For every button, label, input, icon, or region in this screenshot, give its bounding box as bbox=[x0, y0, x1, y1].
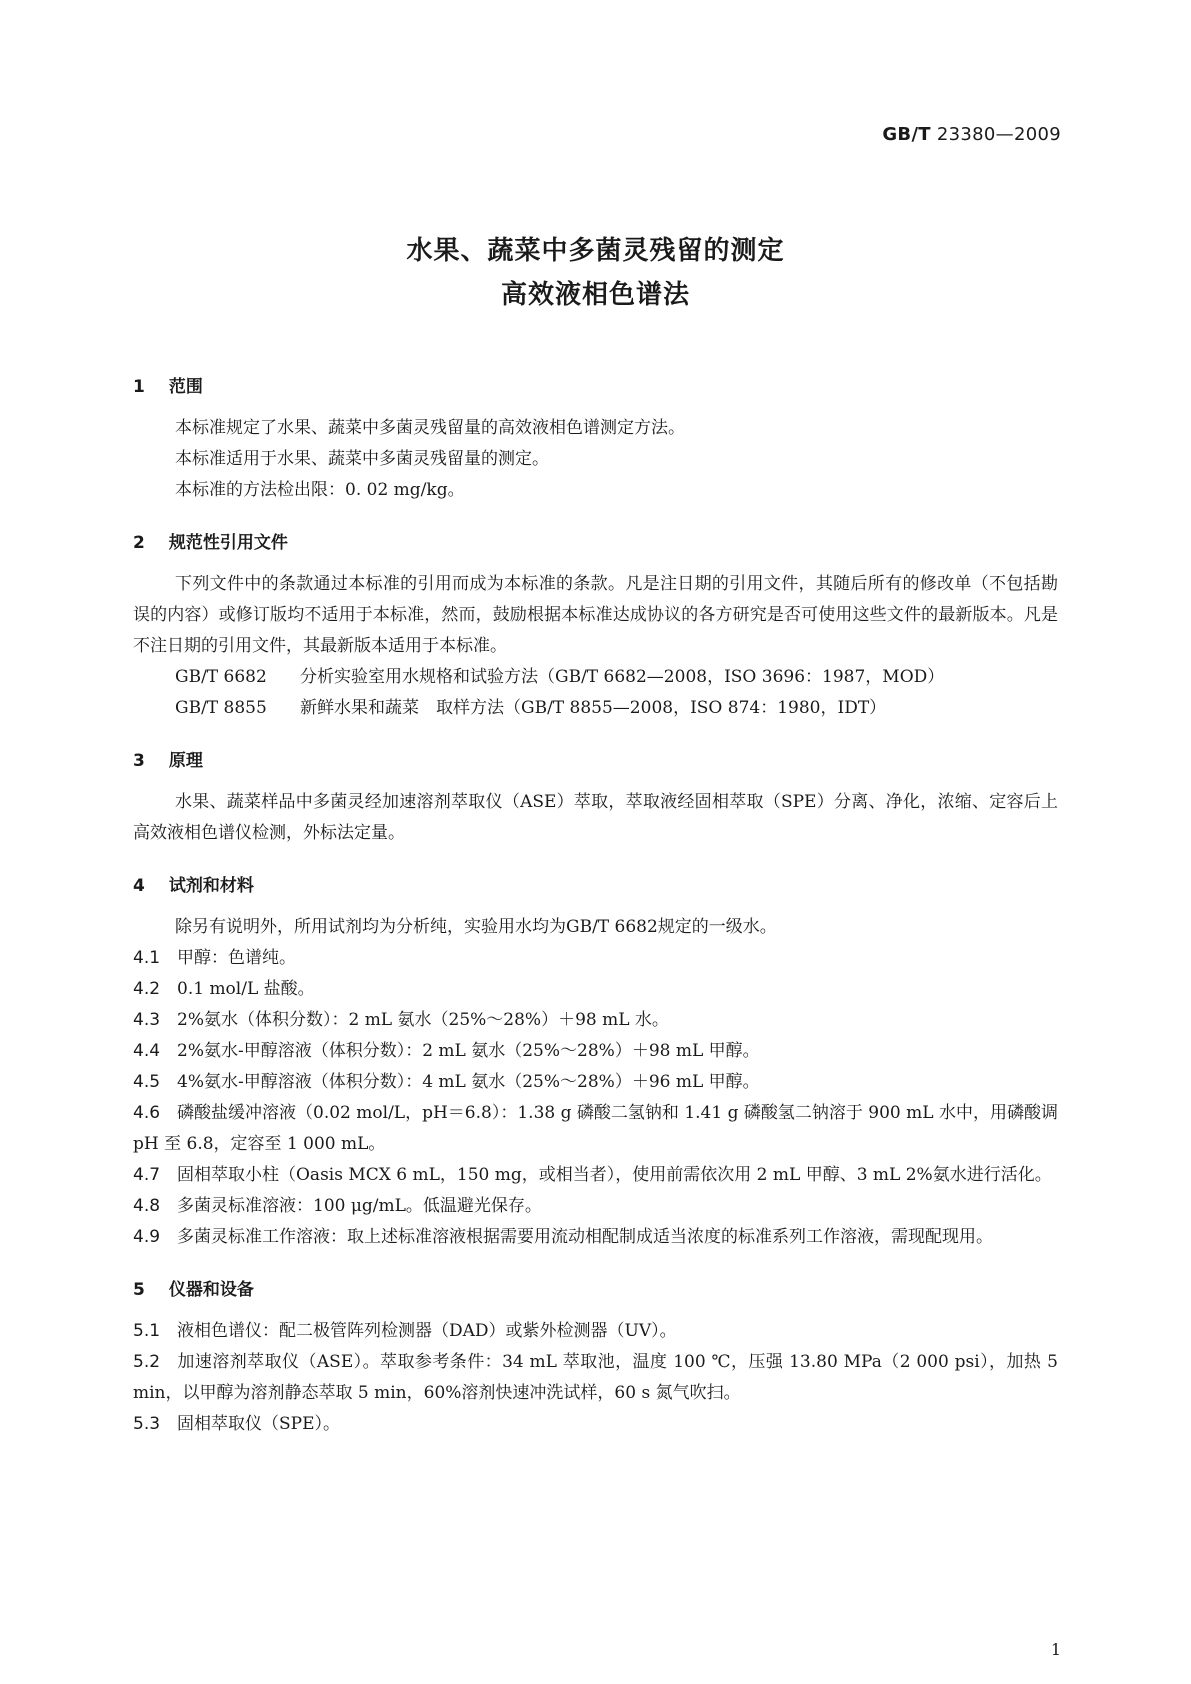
paragraph: 本标准适用于水果、蔬菜中多菌灵残留量的测定。 bbox=[175, 449, 549, 469]
list-item bbox=[133, 943, 1058, 974]
section-number: 1 bbox=[133, 377, 145, 397]
document-title: 水果、蔬菜中多菌灵残留的测定 bbox=[406, 236, 785, 266]
item-number: 4.8 bbox=[133, 1196, 161, 1216]
section-number: 5 bbox=[133, 1280, 145, 1300]
list-item bbox=[133, 1191, 1058, 1222]
item-text: 多菌灵标准工作溶液：取上述标准溶液根据需要用流动相配制成适当浓度的标准系列工作溶液，需现配现用。 bbox=[177, 1227, 993, 1247]
page-number: 1 bbox=[1050, 1640, 1061, 1659]
item-text: 0.1 mol/L 盐酸。 bbox=[177, 979, 315, 999]
list-item bbox=[133, 1067, 1058, 1098]
standard-code bbox=[882, 124, 1061, 145]
list-item bbox=[133, 1222, 1058, 1253]
item-number: 5.1 bbox=[133, 1321, 161, 1341]
item-number: 4.2 bbox=[133, 979, 161, 999]
section-number: 4 bbox=[133, 876, 145, 896]
list-item bbox=[133, 1160, 1058, 1191]
section-title: 规范性引用文件 bbox=[168, 533, 288, 553]
item-number: 4.9 bbox=[133, 1227, 161, 1247]
item-text: 甲醇：色谱纯。 bbox=[177, 948, 296, 968]
item-number: 4.1 bbox=[133, 948, 161, 968]
section-number: 2 bbox=[133, 533, 145, 553]
item-text: 液相色谱仪：配二极管阵列检测器（DAD）或紫外检测器（UV）。 bbox=[177, 1321, 677, 1341]
item-number: 5.3 bbox=[133, 1414, 161, 1434]
reference-code: GB/T 8855 bbox=[175, 698, 267, 718]
reference-code: GB/T 6682 bbox=[175, 667, 267, 687]
list-item bbox=[133, 1347, 1058, 1409]
section-heading bbox=[133, 871, 1058, 902]
section-title: 试剂和材料 bbox=[168, 876, 254, 896]
section-title: 原理 bbox=[168, 751, 203, 771]
section-heading bbox=[133, 746, 1058, 777]
item-text: 4%氨水-甲醇溶液（体积分数）：4 mL 氨水（25%～28%）＋96 mL 甲醇。 bbox=[177, 1072, 760, 1092]
paragraph: 本标准的方法检出限：0. 02 mg/kg。 bbox=[175, 480, 465, 500]
paragraph: 除另有说明外，所用试剂均为分析纯，实验用水均为GB/T 6682规定的一级水。 bbox=[175, 917, 777, 937]
list-item bbox=[133, 1409, 1058, 1440]
section-heading bbox=[133, 528, 1058, 559]
document-subtitle: 高效液相色谱法 bbox=[500, 280, 690, 310]
section-title: 范围 bbox=[168, 377, 203, 397]
section-title: 仪器和设备 bbox=[168, 1280, 254, 1300]
standard-number: 23380—2009 bbox=[936, 124, 1061, 145]
reference-item bbox=[133, 662, 1058, 693]
section-number: 3 bbox=[133, 751, 145, 771]
list-item bbox=[133, 1036, 1058, 1067]
item-number: 4.5 bbox=[133, 1072, 161, 1092]
item-text: 多菌灵标准溶液：100 μg/mL。低温避光保存。 bbox=[177, 1196, 542, 1216]
item-text: 2%氨水-甲醇溶液（体积分数）：2 mL 氨水（25%～28%）＋98 mL 甲醇。 bbox=[177, 1041, 760, 1061]
item-text: 固相萃取仪（SPE）。 bbox=[177, 1414, 340, 1434]
standard-prefix: GB/T bbox=[882, 124, 931, 145]
item-text: 磷酸盐缓冲溶液（0.02 mol/L，pH＝6.8）：1.38 g 磷酸二氢钠和 1.41 g 磷酸氢二钠溶于 900 mL 水中，用磷酸调 pH 至 6.8，定容至 1 000 mL。 bbox=[133, 1103, 1058, 1154]
item-number: 4.7 bbox=[133, 1165, 161, 1185]
item-text: 2%氨水（体积分数）：2 mL 氨水（25%～28%）＋98 mL 水。 bbox=[177, 1010, 669, 1030]
paragraph: 下列文件中的条款通过本标准的引用而成为本标准的条款。凡是注日期的引用文件，其随后所有的修改单（不包括勘误的内容）或修订版均不适用于本标准，然而，鼓励根据本标准达成协议的各方研究是否可使用这些文件的最新版本。凡是不注日期的引用文件，其最新版本适用于本标准。 bbox=[133, 574, 1058, 656]
paragraph: 本标准规定了水果、蔬菜中多菌灵残留量的高效液相色谱测定方法。 bbox=[175, 418, 685, 438]
document-body bbox=[133, 372, 1058, 1440]
item-number: 4.6 bbox=[133, 1103, 161, 1123]
item-number: 4.3 bbox=[133, 1010, 161, 1030]
reference-text: 分析实验室用水规格和试验方法（GB/T 6682—2008，ISO 3696：1987，MOD） bbox=[300, 667, 945, 687]
list-item bbox=[133, 1316, 1058, 1347]
item-number: 5.2 bbox=[133, 1352, 161, 1372]
list-item bbox=[133, 1098, 1058, 1160]
paragraph: 水果、蔬菜样品中多菌灵经加速溶剂萃取仪（ASE）萃取，萃取液经固相萃取（SPE）分离、净化，浓缩、定容后上高效液相色谱仪检测，外标法定量。 bbox=[133, 792, 1058, 843]
item-text: 固相萃取小柱（Oasis MCX 6 mL，150 mg，或相当者），使用前需依次用 2 mL 甲醇、3 mL 2%氨水进行活化。 bbox=[177, 1165, 1052, 1185]
item-text: 加速溶剂萃取仪（ASE）。萃取参考条件：34 mL 萃取池，温度 100 ℃，压强 13.80 MPa（2 000 psi），加热 5 min，以甲醇为溶剂静态萃取 5 min，60%溶剂快速冲洗试样，60 s 氮气吹扫。 bbox=[133, 1352, 1058, 1403]
section-heading bbox=[133, 372, 1058, 403]
reference-item bbox=[133, 693, 1058, 724]
list-item bbox=[133, 974, 1058, 1005]
section-heading bbox=[133, 1275, 1058, 1306]
item-number: 4.4 bbox=[133, 1041, 161, 1061]
reference-text: 新鲜水果和蔬菜 取样方法（GB/T 8855—2008，ISO 874：1980，IDT） bbox=[300, 698, 887, 718]
list-item bbox=[133, 1005, 1058, 1036]
